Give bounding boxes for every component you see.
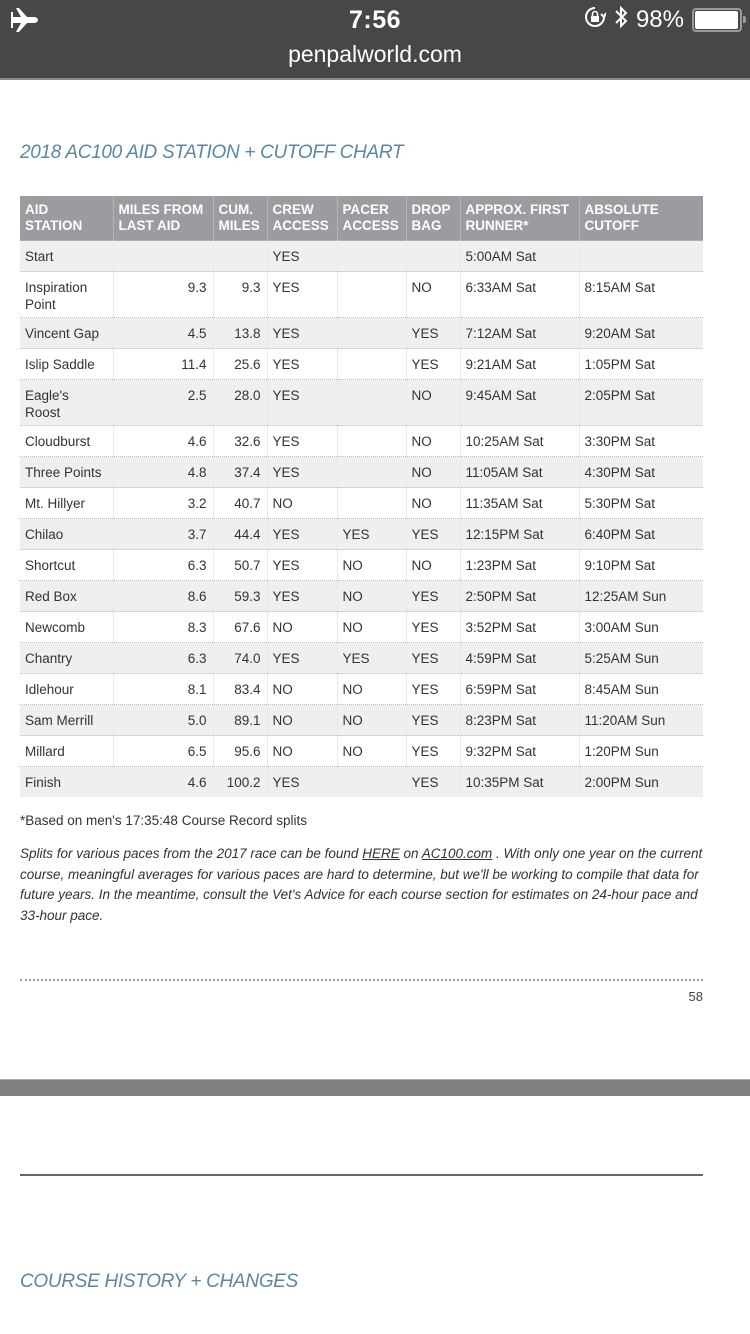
header-line: CUM. [218, 202, 253, 217]
cell-first-runner-time: 8:23PM Sat [460, 705, 579, 736]
column-header-pacer-access [337, 196, 406, 241]
table-row [20, 705, 703, 736]
cell-station-name: Millard [20, 736, 113, 767]
cell-crew-access: YES [267, 272, 337, 318]
table-row [20, 426, 703, 457]
cell-miles-from-last: 4.6 [113, 767, 213, 798]
cell-miles-from-last: 3.2 [113, 488, 213, 519]
cell-miles-from-last: 8.6 [113, 581, 213, 612]
cell-first-runner-time: 4:59PM Sat [460, 643, 579, 674]
cell-station-name: Idlehour [20, 674, 113, 705]
header-line: DROP [411, 202, 451, 217]
cell-miles-from-last: 6.3 [113, 643, 213, 674]
bluetooth-icon [614, 5, 628, 36]
cell-cutoff-time: 2:00PM Sun [579, 767, 703, 798]
header-line: ACCESS [272, 218, 329, 233]
cell-station-name: Cloudburst [20, 426, 113, 457]
cell-first-runner-time: 9:45AM Sat [460, 380, 579, 426]
table-header-row [20, 196, 703, 241]
cell-first-runner-time: 9:32PM Sat [460, 736, 579, 767]
table-row [20, 674, 703, 705]
cell-pacer-access: YES [337, 519, 406, 550]
header-line: RUNNER* [465, 218, 529, 233]
cell-crew-access: YES [267, 426, 337, 457]
header-line: MILES [218, 218, 260, 233]
cell-cutoff-time: 6:40PM Sat [579, 519, 703, 550]
cell-pacer-access: NO [337, 581, 406, 612]
cell-crew-access: YES [267, 241, 337, 272]
battery-percent: 98% [635, 6, 684, 33]
header-line: LAST AID [118, 218, 181, 233]
cell-miles-from-last: 3.7 [113, 519, 213, 550]
cell-station-name: Start [20, 241, 113, 272]
header-line: BAG [411, 218, 442, 233]
cell-cum-miles: 74.0 [213, 643, 267, 674]
column-header-cum-miles [213, 196, 267, 241]
cell-cutoff-time: 11:20AM Sun [579, 705, 703, 736]
column-header-miles-from-last-aid [113, 196, 213, 241]
cell-first-runner-time: 10:35PM Sat [460, 767, 579, 798]
cell-cutoff-time: 5:30PM Sat [579, 488, 703, 519]
cell-cutoff-time: 5:25AM Sun [579, 643, 703, 674]
cell-cum-miles: 44.4 [213, 519, 267, 550]
cell-station-name: Shortcut [20, 550, 113, 581]
cell-cum-miles: 25.6 [213, 349, 267, 380]
cell-crew-access: NO [267, 736, 337, 767]
table-row [20, 736, 703, 767]
cell-pacer-access: NO [337, 550, 406, 581]
cell-first-runner-time: 11:05AM Sat [460, 457, 579, 488]
cell-miles-from-last [113, 241, 213, 272]
header-line: CREW [272, 202, 314, 217]
cell-cum-miles: 37.4 [213, 457, 267, 488]
cell-cutoff-time: 1:05PM Sat [579, 349, 703, 380]
cell-miles-from-last: 8.1 [113, 674, 213, 705]
cell-crew-access: YES [267, 318, 337, 349]
cell-drop-bag: YES [406, 736, 460, 767]
cell-drop-bag: YES [406, 581, 460, 612]
table-row [20, 380, 703, 426]
cell-drop-bag: NO [406, 550, 460, 581]
cell-station-name: Red Box [20, 581, 113, 612]
cell-miles-from-last: 6.5 [113, 736, 213, 767]
cell-station-name: Chantry [20, 643, 113, 674]
status-bar [0, 0, 750, 78]
divider [0, 78, 750, 80]
cell-cutoff-time: 3:30PM Sat [579, 426, 703, 457]
cell-drop-bag: NO [406, 380, 460, 426]
cell-pacer-access: NO [337, 612, 406, 643]
cell-miles-from-last: 4.6 [113, 426, 213, 457]
cell-crew-access: NO [267, 674, 337, 705]
cell-station-name: Mt. Hillyer [20, 488, 113, 519]
table-row [20, 349, 703, 380]
paragraph-text: on [399, 846, 422, 861]
table-row [20, 519, 703, 550]
header-line: ACCESS [342, 218, 399, 233]
cell-drop-bag: YES [406, 643, 460, 674]
cell-crew-access: NO [267, 488, 337, 519]
cell-first-runner-time: 6:33AM Sat [460, 272, 579, 318]
cell-cum-miles: 9.3 [213, 272, 267, 318]
cell-miles-from-last: 4.5 [113, 318, 213, 349]
cell-pacer-access [337, 318, 406, 349]
cell-station-name: Islip Saddle [20, 349, 113, 380]
cell-drop-bag: YES [406, 674, 460, 705]
cell-drop-bag: YES [406, 612, 460, 643]
table-row [20, 318, 703, 349]
address-bar-url[interactable]: penpalworld.com [288, 41, 462, 67]
footnote: *Based on men's 17:35:48 Course Record splits [20, 813, 307, 828]
cell-crew-access: YES [267, 349, 337, 380]
dotted-divider [20, 979, 703, 981]
cell-pacer-access: NO [337, 705, 406, 736]
table-row [20, 767, 703, 798]
table-row [20, 643, 703, 674]
cell-crew-access: YES [267, 581, 337, 612]
cell-pacer-access: NO [337, 736, 406, 767]
cell-station-name: Three Points [20, 457, 113, 488]
cell-cum-miles [213, 241, 267, 272]
cell-pacer-access [337, 241, 406, 272]
cell-first-runner-time: 2:50PM Sat [460, 581, 579, 612]
cell-cum-miles: 50.7 [213, 550, 267, 581]
header-line: CUTOFF [584, 218, 639, 233]
cell-station-name: Vincent Gap [20, 318, 113, 349]
header-line: STATION [25, 218, 83, 233]
cell-pacer-access [337, 272, 406, 318]
cell-drop-bag [406, 241, 460, 272]
cell-drop-bag: NO [406, 272, 460, 318]
cell-drop-bag: YES [406, 705, 460, 736]
section-divider [20, 1174, 703, 1176]
cell-station-name: Finish [20, 767, 113, 798]
cell-crew-access: NO [267, 612, 337, 643]
cell-pacer-access: NO [337, 674, 406, 705]
cell-cutoff-time: 12:25AM Sun [579, 581, 703, 612]
cell-drop-bag: YES [406, 318, 460, 349]
cell-cum-miles: 89.1 [213, 705, 267, 736]
cell-cutoff-time: 8:45AM Sun [579, 674, 703, 705]
cell-cutoff-time: 4:30PM Sat [579, 457, 703, 488]
cell-pacer-access [337, 457, 406, 488]
page-title: 2018 AC100 AID STATION + CUTOFF CHART [20, 142, 404, 163]
cell-cutoff-time: 2:05PM Sat [579, 380, 703, 426]
cell-drop-bag: NO [406, 457, 460, 488]
header-line: PACER [342, 202, 389, 217]
cell-miles-from-last: 6.3 [113, 550, 213, 581]
cell-cutoff-time: 3:00AM Sun [579, 612, 703, 643]
cell-pacer-access [337, 767, 406, 798]
cell-drop-bag: NO [406, 488, 460, 519]
section-heading: COURSE HISTORY + CHANGES [20, 1271, 299, 1292]
cell-station-name: Sam Merrill [20, 705, 113, 736]
paragraph-text: . With only one year on the current course, meaningful averages for various paces are hard to determine, but we'll be working to compile that data for future years. In the meantime, consult the Vet's Advice for each course section for estimates on 24-hour pace and 33-hour pace. [20, 846, 703, 923]
cell-first-runner-time: 7:12AM Sat [460, 318, 579, 349]
cell-cutoff-time: 9:20AM Sat [579, 318, 703, 349]
table-row [20, 581, 703, 612]
cell-crew-access: YES [267, 457, 337, 488]
battery-icon [692, 8, 742, 32]
column-header-approx-first-runner [460, 196, 579, 241]
cell-first-runner-time: 11:35AM Sat [460, 488, 579, 519]
table-body [20, 241, 703, 798]
cell-pacer-access [337, 349, 406, 380]
cell-first-runner-time: 1:23PM Sat [460, 550, 579, 581]
cell-pacer-access: YES [337, 643, 406, 674]
cell-pacer-access [337, 488, 406, 519]
table-row [20, 550, 703, 581]
cell-cum-miles: 28.0 [213, 380, 267, 426]
splits-paragraph [20, 844, 710, 926]
cell-crew-access: YES [267, 550, 337, 581]
table-row [20, 272, 703, 318]
cell-cum-miles: 83.4 [213, 674, 267, 705]
cell-first-runner-time: 6:59PM Sat [460, 674, 579, 705]
cell-miles-from-last: 4.8 [113, 457, 213, 488]
cell-first-runner-time: 12:15PM Sat [460, 519, 579, 550]
table-row [20, 457, 703, 488]
cell-first-runner-time: 10:25AM Sat [460, 426, 579, 457]
column-header-aid-station [20, 196, 113, 241]
cell-station-name: Inspiration Point [20, 272, 113, 318]
header-line: APPROX. FIRST [465, 202, 570, 217]
rotation-lock-icon [584, 6, 606, 35]
cell-station-name: Eagle's Roost [20, 380, 113, 426]
cell-first-runner-time: 5:00AM Sat [460, 241, 579, 272]
battery-fill [695, 11, 738, 29]
ac100-link[interactable]: AC100.com [421, 846, 493, 861]
column-header-crew-access [267, 196, 337, 241]
here-link[interactable]: HERE [362, 846, 400, 861]
cell-pacer-access [337, 426, 406, 457]
cell-cum-miles: 32.6 [213, 426, 267, 457]
cell-cutoff-time: 1:20PM Sun [579, 736, 703, 767]
cell-cutoff-time: 9:10PM Sat [579, 550, 703, 581]
cell-cum-miles: 100.2 [213, 767, 267, 798]
page-number: 58 [688, 989, 703, 1004]
cell-pacer-access [337, 380, 406, 426]
cell-cum-miles: 95.6 [213, 736, 267, 767]
cell-crew-access: YES [267, 519, 337, 550]
column-header-drop-bag [406, 196, 460, 241]
cell-cutoff-time [579, 241, 703, 272]
page-break [0, 1079, 750, 1096]
cell-cum-miles: 13.8 [213, 318, 267, 349]
cell-miles-from-last: 9.3 [113, 272, 213, 318]
paragraph-text: Splits for various paces from the 2017 race can be found [20, 846, 363, 861]
cell-crew-access: YES [267, 380, 337, 426]
cell-crew-access: YES [267, 643, 337, 674]
cell-drop-bag: YES [406, 519, 460, 550]
table-row [20, 612, 703, 643]
header-line: AID [25, 202, 49, 217]
cell-drop-bag: YES [406, 349, 460, 380]
cell-first-runner-time: 3:52PM Sat [460, 612, 579, 643]
aid-station-table [20, 196, 703, 797]
cell-miles-from-last: 5.0 [113, 705, 213, 736]
cell-drop-bag: YES [406, 767, 460, 798]
header-line: ABSOLUTE [584, 202, 659, 217]
cell-cum-miles: 67.6 [213, 612, 267, 643]
cell-miles-from-last: 8.3 [113, 612, 213, 643]
cell-crew-access: YES [267, 767, 337, 798]
cell-miles-from-last: 11.4 [113, 349, 213, 380]
table-row [20, 488, 703, 519]
cell-cutoff-time: 8:15AM Sat [579, 272, 703, 318]
cell-crew-access: NO [267, 705, 337, 736]
status-icons [584, 6, 742, 34]
cell-miles-from-last: 2.5 [113, 380, 213, 426]
cell-drop-bag: NO [406, 426, 460, 457]
table-row [20, 241, 703, 272]
cell-station-name: Chilao [20, 519, 113, 550]
cell-cum-miles: 59.3 [213, 581, 267, 612]
cell-first-runner-time: 9:21AM Sat [460, 349, 579, 380]
clock: 7:56 [348, 6, 402, 34]
column-header-absolute-cutoff [579, 196, 703, 241]
cell-cum-miles: 40.7 [213, 488, 267, 519]
cell-station-name: Newcomb [20, 612, 113, 643]
header-line: MILES FROM [118, 202, 204, 217]
